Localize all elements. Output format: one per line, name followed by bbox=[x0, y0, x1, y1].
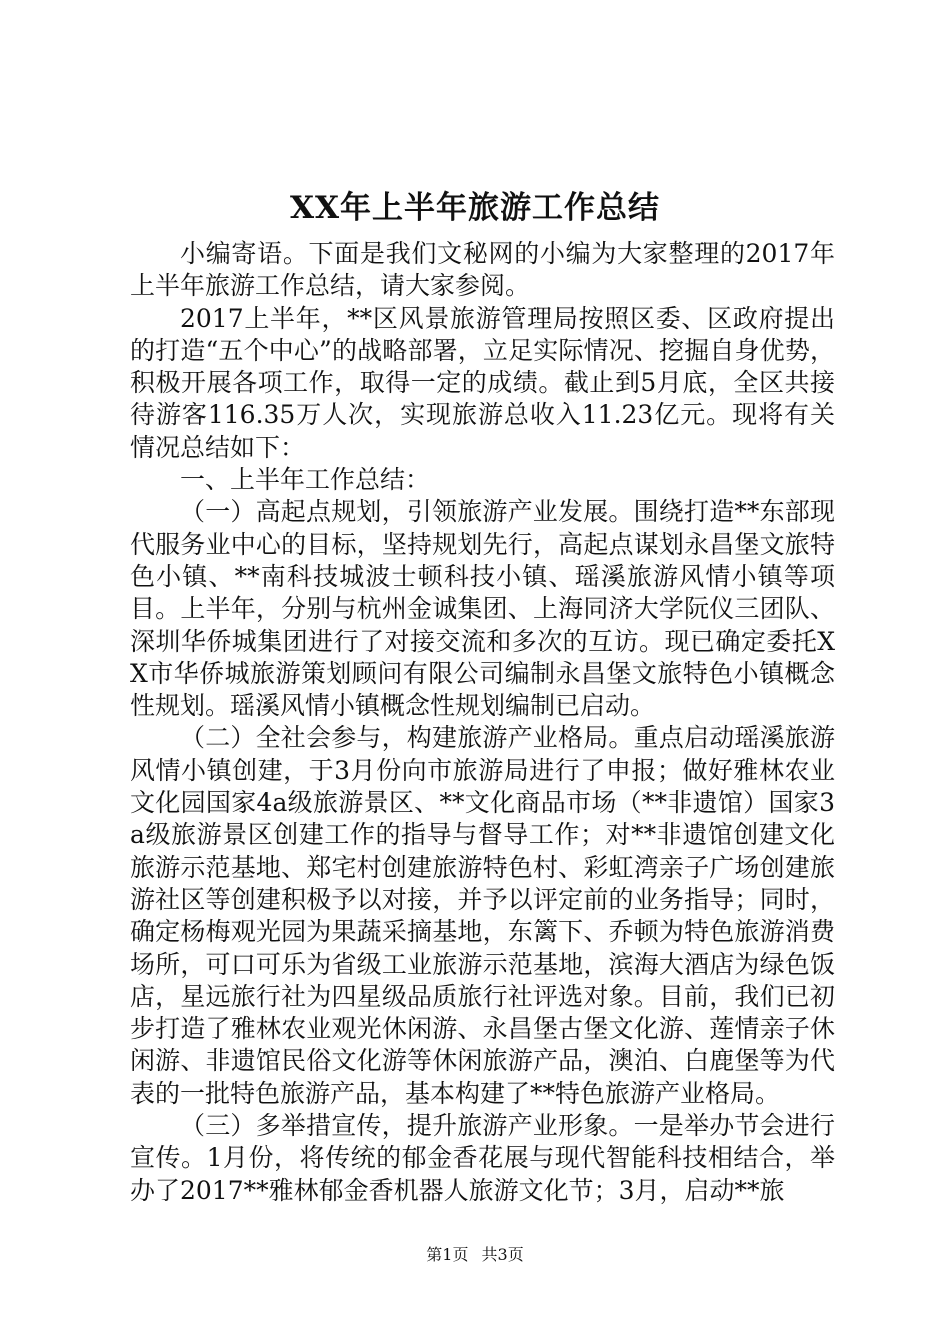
paragraph-overview: 2017上半年，**区风景旅游管理局按照区委、区政府提出的打造“五个中心”的战略部署，立足实际情况、挖掘自身优势，积极开展各项工作，取得一定的成绩。截止到5月底，全区共接待游客116.35万人次，实现旅游总收入11.23亿元。现将有关情况总结如下： bbox=[130, 303, 835, 462]
paragraph-participation: （二）全社会参与，构建旅游产业格局。重点启动瑶溪旅游风情小镇创建，于3月份向市旅游局进行了申报；做好雅林农业文化园国家4a级旅游景区、**文化商品市场（**非遗馆）国家3a级旅游景区创建工作的指导与督导工作；对**非遗馆创建文化旅游示范基地、郑宅村创建旅游特色村、彩虹湾亲子广场创建旅游社区等创建积极予以对接，并予以评定前的业务指导；同时，确定杨梅观光园为果蔬采摘基地，东篱下、乔顿为特色旅游消费场所，可口可乐为省级工业旅游示范基地，滨海大酒店为绿色饭店，星远旅行社为四星级品质旅行社评选对象。目前，我们已初步打造了雅林农业观光休闲游、永昌堡古堡文化游、莲情亲子休闲游、非遗馆民俗文化游等休闲旅游产品，澳泊、白鹿堡等为代表的一批特色旅游产品，基本构建了**特色旅游产业格局。 bbox=[130, 723, 835, 1108]
paragraph-planning: （一）高起点规划，引领旅游产业发展。围绕打造**东部现代服务业中心的目标，坚持规划先行，高起点谋划永昌堡文旅特色小镇、**南科技城波士顿科技小镇、瑶溪旅游风情小镇等项目。上半年，分别与杭州金诚集团、上海同济大学阮仪三团队、深圳华侨城集团进行了对接交流和多次的互访。现已确定委托XX市华侨城旅游策划顾问有限公司编制永昌堡文旅特色小镇概念性规划。瑶溪风情小镇概念性规划编制已启动。 bbox=[130, 497, 835, 721]
document-title: XX年上半年旅游工作总结 bbox=[289, 190, 661, 226]
page-number: 第1页 bbox=[426, 1245, 469, 1264]
page-footer bbox=[0, 1244, 950, 1266]
document-body bbox=[130, 238, 835, 1207]
paragraph-promotion: （三）多举措宣传，提升旅游产业形象。一是举办节会进行宣传。1月份，将传统的郁金香花展与现代智能科技相结合，举办了2017**雅林郁金香机器人旅游文化节；3月，启动**旅 bbox=[130, 1111, 835, 1205]
paragraph-intro: 小编寄语。下面是我们文秘网的小编为大家整理的2017年上半年旅游工作总结，请大家参阅。 bbox=[130, 239, 835, 301]
page-total: 共3页 bbox=[481, 1245, 524, 1264]
section-heading: 一、上半年工作总结： bbox=[180, 465, 431, 495]
